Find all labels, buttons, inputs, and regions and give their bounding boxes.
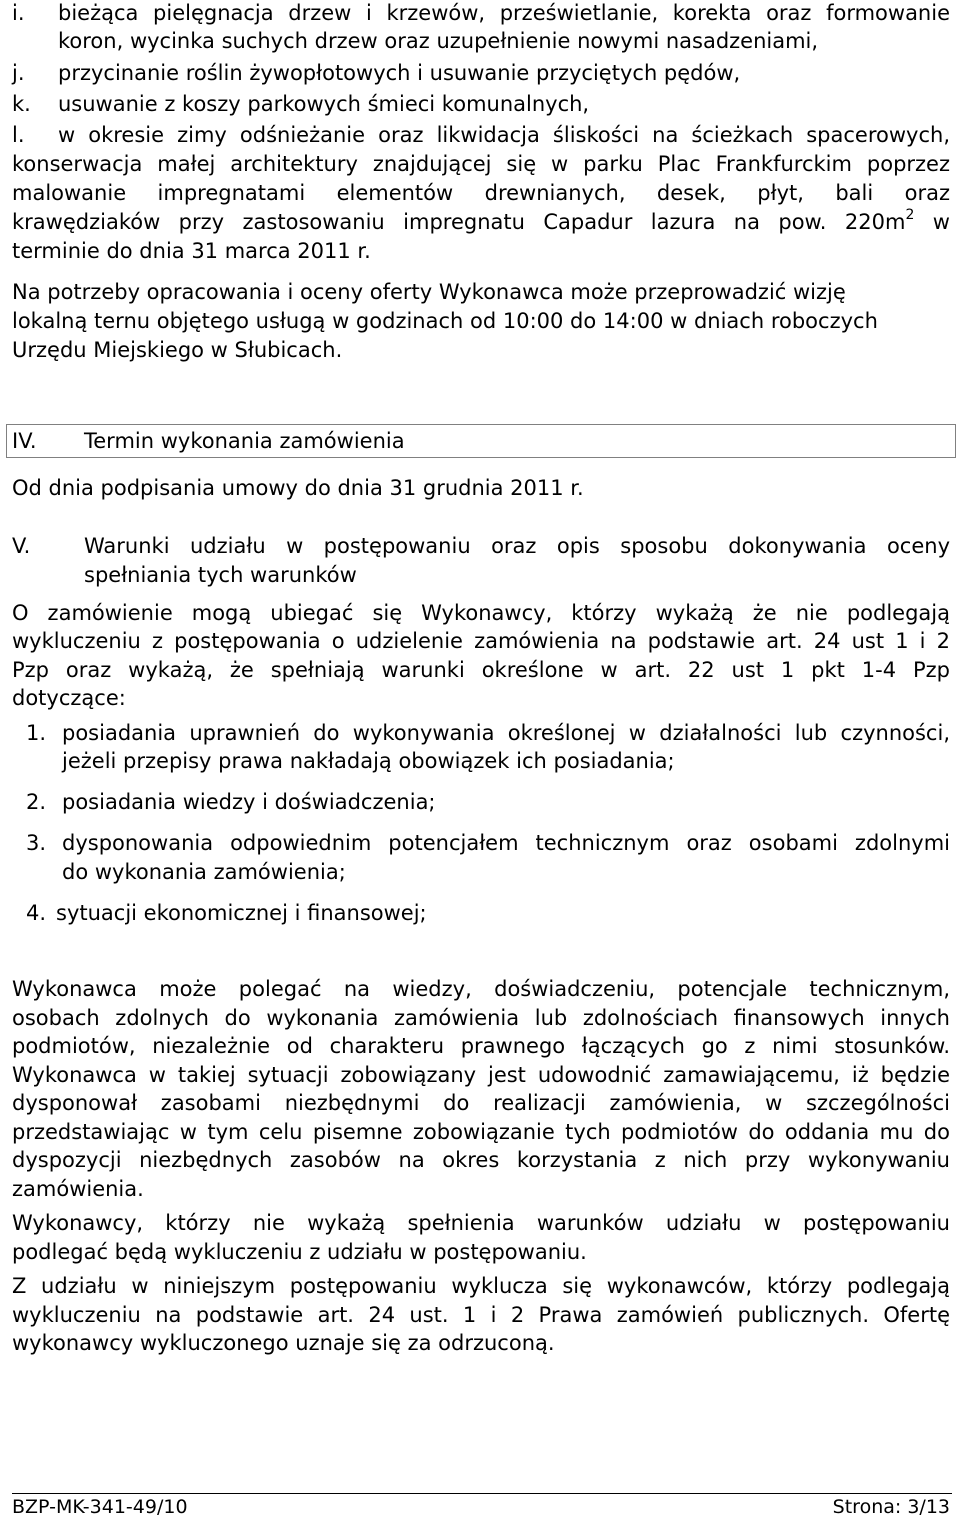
paragraph-line: Wykonawcy, którzy nie wykażą spełnienia warunków udziału w postępowaniu [12,1211,950,1235]
paragraph-line: przedstawiając w tym celu pisemne zobowiązanie tych podmiotów do oddania mu do [12,1120,950,1144]
paragraph-line: Pzp oraz wykażą, że spełniają warunki określone w art. 22 ust 1 pkt 1-4 Pzp [12,658,950,682]
list-marker: j. [12,61,25,85]
list-item-text: posiadania uprawnień do wykonywania określonej w działalności lub czynności, [62,721,950,745]
list-marker: k. [12,92,31,116]
paragraph-line: Urzędu Miejskiego w Słubicach. [12,338,343,362]
list-item-text: w okresie zimy odśnieżanie oraz likwidacja śliskości na ścieżkach spacerowych, [58,123,950,147]
paragraph-line: Wykonawca w takiej sytuacji zobowiązany jest udowodnić zamawiającemu, iż będzie [12,1063,950,1087]
paragraph-line: wykluczeniu na podstawie art. 24 ust. 1 i 2 Prawa zamówień publicznych. Ofertę [12,1303,950,1327]
superscript: 2 [905,207,915,223]
list-item-text: do wykonania zamówienia; [62,860,346,884]
section-iv-number: IV. [12,429,37,453]
paragraph-line: osobach zdolnych do wykonania zamówienia lub zdolnościach finansowych innych [12,1006,950,1030]
section-iv-body: Od dnia podpisania umowy do dnia 31 grudnia 2011 r. [12,476,584,500]
footer-divider [12,1493,952,1494]
list-item-text: w [932,210,950,234]
list-marker: i. [12,1,25,25]
list-item-text: koron, wycinka suchych drzew oraz uzupełnienie nowymi nasadzeniami, [58,29,819,53]
list-marker: 3. [26,831,47,855]
list-item-text: sytuacji ekonomicznej i finansowej; [56,901,427,925]
section-v-title: Warunki udziału w postępowaniu oraz opis sposobu dokonywania oceny [84,534,950,558]
paragraph-line: wykonawcy wykluczonego uznaje się za odrzuconą. [12,1331,555,1355]
footer-reference: BZP-MK-341-49/10 [12,1496,188,1518]
paragraph-line: zamówienia. [12,1177,144,1201]
list-marker: 1. [26,721,47,745]
list-item-text: dysponowania odpowiednim potencjałem technicznym oraz osobami zdolnymi [62,831,950,855]
list-item-text: przycinanie roślin żywopłotowych i usuwanie przyciętych pędów, [58,61,741,85]
list-item-text: jeżeli przepisy prawa nakładają obowiązek ich posiadania; [62,749,675,773]
paragraph-line: O zamówienie mogą ubiegać się Wykonawcy, którzy wykażą że nie podlegają [12,601,950,625]
section-v-title: spełniania tych warunków [84,563,357,587]
list-item-line-with-superscript [12,208,950,236]
paragraph-line: dysponował zasobami niezbędnymi do realizacji zamówienia, w szczególności [12,1091,950,1115]
paragraph-line: Wykonawca może polegać na wiedzy, doświadczeniu, potencjale technicznym, [12,977,950,1001]
list-item-text: bieżąca pielęgnacja drzew i krzewów, prześwietlanie, korekta oraz formowanie [58,1,950,25]
paragraph-line: dyspozycji niezbędnych zasobów na okres korzystania z nich przy wykonywaniu [12,1148,950,1172]
paragraph-line: podlegać będą wykluczeniu z udziału w postępowaniu. [12,1240,587,1264]
list-marker: l. [12,123,25,147]
list-item-text: posiadania wiedzy i doświadczenia; [62,790,436,814]
paragraph-line: Z udziału w niniejszym postępowaniu wyklucza się wykonawców, którzy podlegają [12,1274,950,1298]
footer-page-number: Strona: 3/13 [832,1496,950,1518]
paragraph-line: dotyczące: [12,686,126,710]
list-item-text: malowanie impregnatami elementów drewnianych, desek, płyt, bali oraz [12,181,950,205]
list-item-text: krawędziaków przy zastosowaniu impregnatu Capadur lazura na pow. 220m [12,210,906,234]
paragraph-line: lokalną ternu objętego usługą w godzinach od 10:00 do 14:00 w dniach roboczych [12,309,878,333]
section-v-number: V. [12,534,31,558]
section-iv-title: Termin wykonania zamówienia [84,429,405,453]
list-item-text: konserwacja małej architektury znajdującej się w parku Plac Frankfurckim poprzez [12,152,950,176]
list-marker: 4. [26,901,47,925]
paragraph-line: wykluczeniu z postępowania o udzielenie zamówienia na podstawie art. 24 ust 1 i 2 [12,629,950,653]
paragraph-line: podmiotów, niezależnie od charakteru prawnego łączących go z nimi stosunków. [12,1034,950,1058]
list-marker: 2. [26,790,47,814]
list-item-text: usuwanie z koszy parkowych śmieci komunalnych, [58,92,590,116]
list-item-text: terminie do dnia 31 marca 2011 r. [12,239,371,263]
paragraph-line: Na potrzeby opracowania i oceny oferty Wykonawca może przeprowadzić wizję [12,280,846,304]
